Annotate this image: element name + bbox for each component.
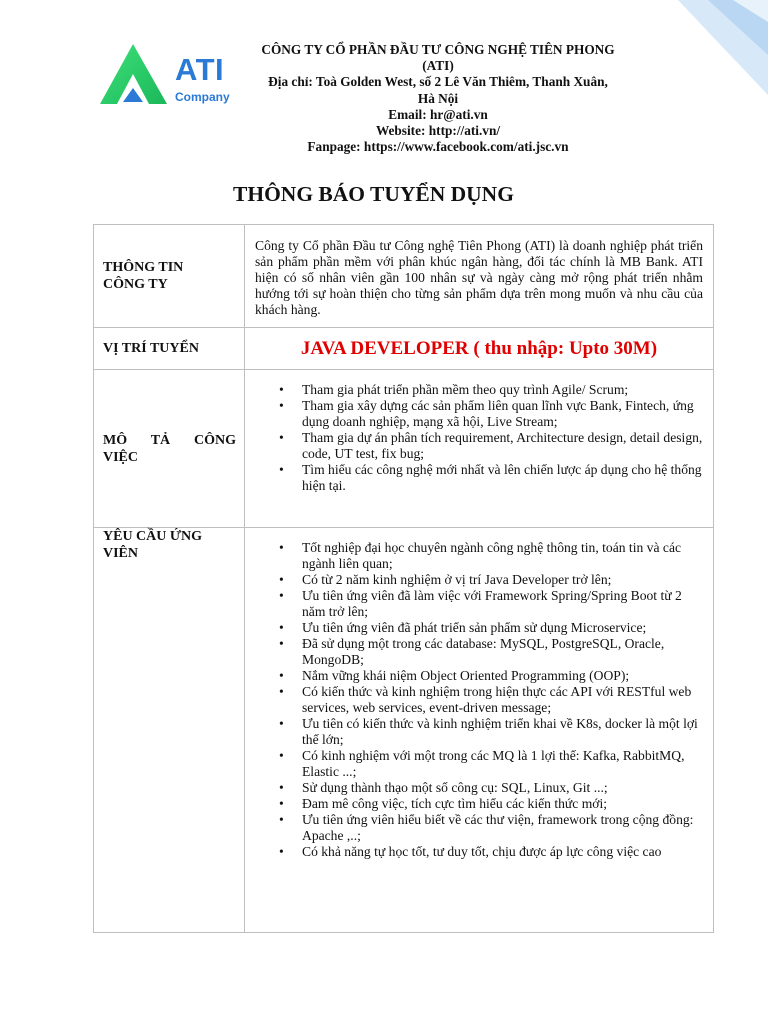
list-item: • Có từ 2 năm kinh nghiệm ở vị trí Java Developer trở lên; <box>302 572 703 588</box>
company-fanpage: Fanpage: https://www.facebook.com/ati.jsc.vn <box>307 139 569 155</box>
list-item: • Có khả năng tự học tốt, tư duy tốt, chịu được áp lực công việc cao <box>302 844 703 860</box>
company-logo <box>97 42 237 108</box>
job-description-value <box>245 370 714 528</box>
list-item: • Sử dụng thành thạo một số công cụ: SQL, Linux, Git ...; <box>302 780 703 796</box>
list-item: • Đã sử dụng một trong các database: MySQL, PostgreSQL, Oracle, MongoDB; <box>302 636 703 668</box>
requirements-label-line2: VIÊN <box>103 546 139 561</box>
company-info-text: Công ty Cổ phần Đầu tư Công nghệ Tiên Phong (ATI) là doanh nghiệp phát triển sản phẩm phần mềm với phân khúc ngân hàng, đối tác chính là MB Bank. ATI hiện có số nhân viên gần 100 nhân sự và ngày càng mở rộng phát triển nhằm hướng tới sự hoàn thiện cho từng sản phẩm dựa trên mong muốn và nhu cầu của khách hàng. <box>255 237 703 317</box>
list-item: • Tham gia phát triển phần mềm theo quy trình Agile/ Scrum; <box>302 382 703 398</box>
position-title: JAVA DEVELOPER ( thu nhập: Upto 30M) <box>300 337 658 359</box>
company-info-value <box>245 225 714 328</box>
company-name: CÔNG TY CỔ PHẦN ĐẦU TƯ CÔNG NGHỆ TIÊN PHONG <box>261 42 615 57</box>
requirements-label <box>94 528 245 933</box>
requirements-list <box>255 540 703 860</box>
job-posting-table <box>93 224 714 933</box>
company-email: Email: hr@ati.vn <box>388 106 488 122</box>
list-item: • Có kiến thức và kinh nghiệm trong hiện thực các API với RESTful web services, web services, event-driven message; <box>302 684 703 716</box>
list-item: • Tìm hiểu các công nghệ mới nhất và lên chiến lược áp dụng cho hệ thống hiện tại. <box>302 462 703 494</box>
company-info-label-line2: CÔNG TY <box>103 277 168 292</box>
job-description-list <box>255 382 703 494</box>
job-description-row <box>94 370 714 528</box>
company-website: Website: http://ati.vn/ <box>375 123 501 139</box>
list-item: • Tham gia xây dựng các sản phẩm liên quan lĩnh vực Bank, Fintech, ứng dụng doanh nghiệp, mạng xã hội, Live Stream; <box>302 398 703 430</box>
list-item: • Tham gia dự án phân tích requirement, Architecture design, detail design, code, UT test, fix bug; <box>302 430 703 462</box>
logo-a-icon <box>97 42 173 108</box>
company-info-row <box>94 225 714 328</box>
requirements-value <box>245 528 714 933</box>
position-row <box>94 328 714 370</box>
corner-decoration <box>638 0 768 95</box>
job-description-label-line1: MÔ TẢ CÔNG <box>103 432 236 448</box>
company-address: Địa chỉ: Toà Golden West, số 2 Lê Văn Thiêm, Thanh Xuân, <box>268 74 608 90</box>
position-value <box>245 328 714 370</box>
list-item: • Ưu tiên có kiến thức và kinh nghiệm triển khai về K8s, docker là một lợi thế lớn; <box>302 716 703 748</box>
job-description-label-line2: VIỆC <box>103 449 139 465</box>
logo-subtext: Company <box>175 90 230 104</box>
job-description-label <box>94 370 245 528</box>
list-item: • Ưu tiên ứng viên đã làm việc với Framework Spring/Spring Boot từ 2 năm trở lên; <box>302 588 703 620</box>
document-title: THÔNG BÁO TUYỂN DỤNG <box>233 182 514 206</box>
list-item: • Tốt nghiệp đại học chuyên ngành công nghệ thông tin, toán tin và các ngành liên quan; <box>302 540 703 572</box>
requirements-row <box>94 528 714 933</box>
list-item: • Đam mê công việc, tích cực tìm hiểu các kiến thức mới; <box>302 796 703 812</box>
list-item: • Ưu tiên ứng viên hiểu biết về các thư viện, framework trong cộng đồng: Apache ,..; <box>302 812 703 844</box>
list-item: • Có kinh nghiệm với một trong các MQ là 1 lợi thế: Kafka, RabbitMQ, Elastic ...; <box>302 748 703 780</box>
company-name-abbr: (ATI) <box>422 58 454 74</box>
list-item: • Nắm vững khái niệm Object Oriented Programming (OOP); <box>302 668 703 684</box>
company-info-label-line1: THÔNG TIN <box>103 260 184 275</box>
company-info-label <box>94 225 245 328</box>
company-address-city: Hà Nội <box>417 90 459 106</box>
position-label: VỊ TRÍ TUYỂN <box>94 328 245 370</box>
requirements-label-line1: YÊU CẦU ỨNG <box>103 529 203 544</box>
list-item: • Ưu tiên ứng viên đã phát triển sản phẩm sử dụng Microservice; <box>302 620 703 636</box>
company-header <box>238 42 638 155</box>
logo-text: ATI <box>175 52 225 87</box>
